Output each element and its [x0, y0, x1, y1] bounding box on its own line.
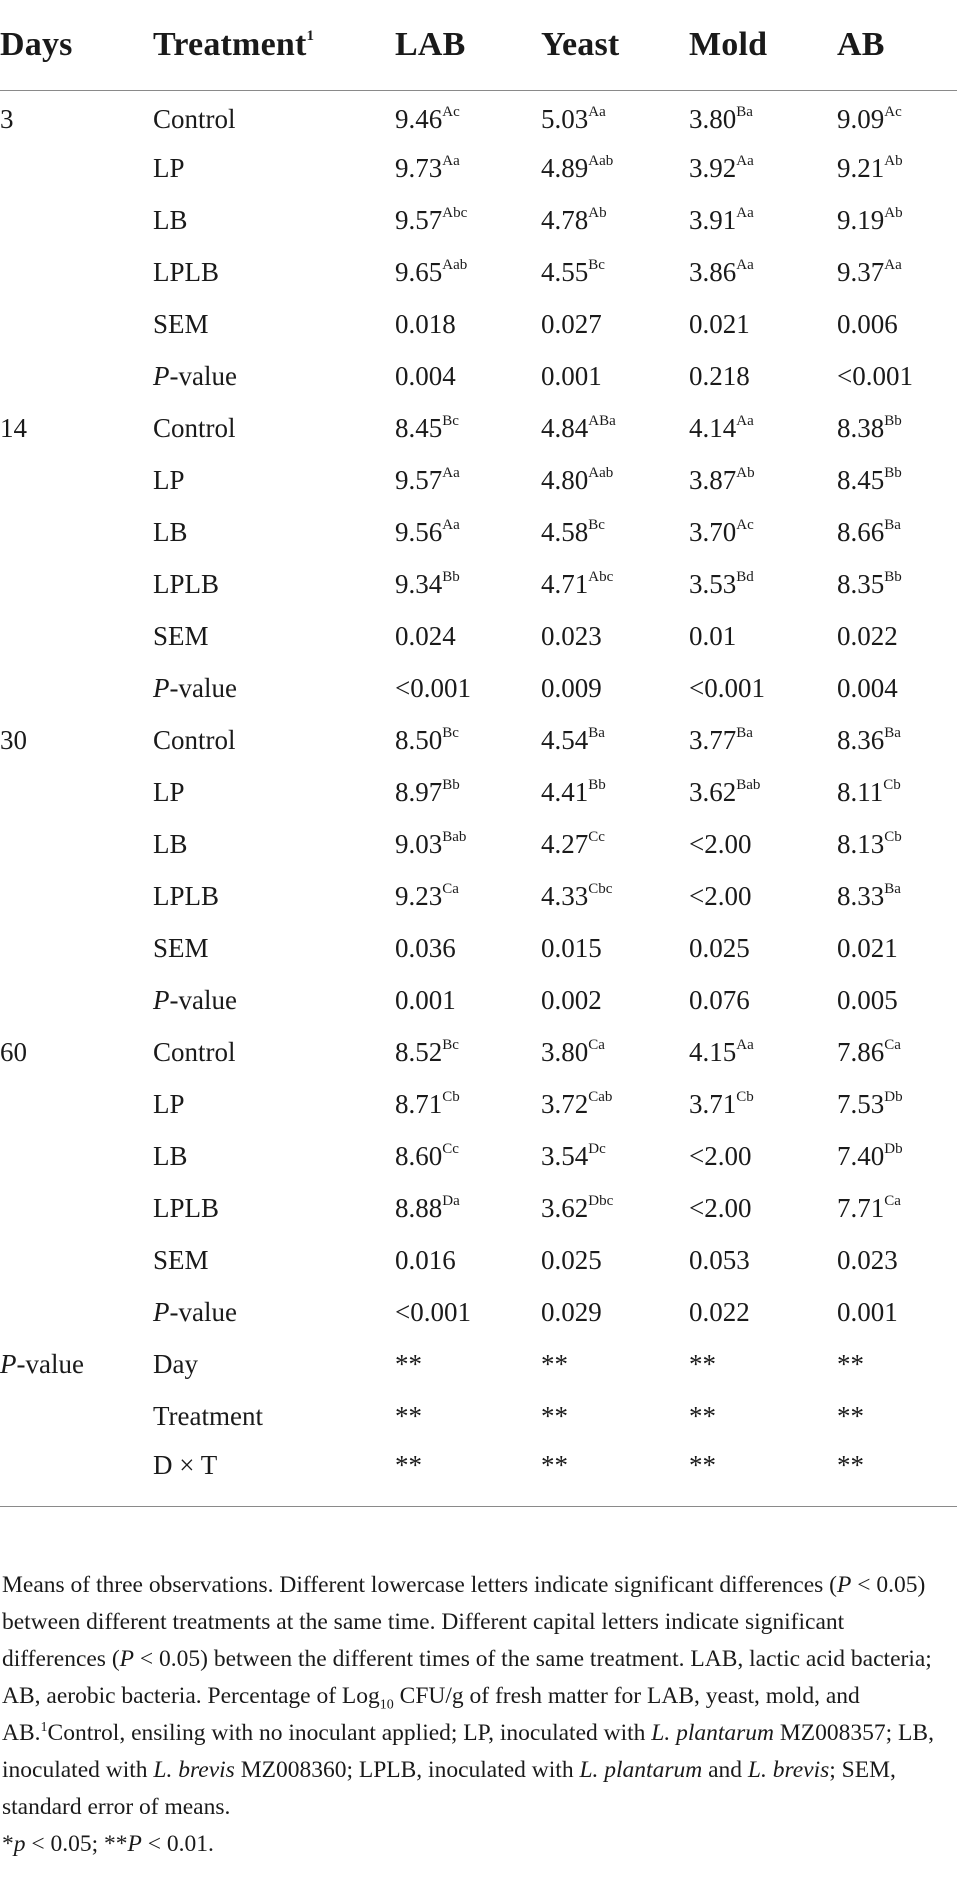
cell-ab: $7.53^{Db}$: [837, 1088, 903, 1119]
significance-letters: Bb: [884, 412, 902, 429]
cell-treatment: LP: [153, 152, 185, 183]
cell-yeast: $4.80^{Aab}$: [541, 464, 614, 495]
cell-day: [0, 662, 153, 714]
table-row: [0, 1390, 957, 1442]
table-row: [0, 1078, 957, 1130]
cell-lab: $9.57^{Abc}$: [395, 204, 468, 235]
cell-day: [0, 610, 153, 662]
cell-day: [0, 194, 153, 246]
header-ab: AB: [837, 25, 885, 63]
cell-lab: $9.23^{Ca}$: [395, 880, 459, 911]
cell-lab: $9.46^{Ac}$: [395, 103, 460, 134]
cell-lab: 0.036: [395, 932, 456, 963]
table-row: [0, 90, 957, 142]
significance-letters: Ab: [588, 204, 607, 221]
cell-treatment: Treatment: [153, 1400, 263, 1431]
table-row: [0, 1234, 957, 1286]
cell-ab: $8.11^{Cb}$: [837, 776, 901, 807]
header-treatment: Treatment$^1$: [153, 25, 315, 63]
header-lab: LAB: [395, 25, 466, 63]
table-row: [0, 558, 957, 610]
cell-yeast: $4.58^{Bc}$: [541, 516, 605, 547]
cell-lab: $9.65^{Aab}$: [395, 256, 468, 287]
significance-letters: Bb: [884, 464, 902, 481]
table-body: [0, 90, 957, 1506]
cell-mold: 0.025: [689, 932, 750, 963]
header-yeast: Yeast: [541, 25, 620, 63]
cell-mold: $3.70^{Ac}$: [689, 516, 754, 547]
cell-treatment: SEM: [153, 308, 209, 339]
cell-yeast: $3.80^{Ca}$: [541, 1036, 605, 1067]
significance-letters: Dbc: [588, 1192, 614, 1209]
cell-day: [0, 506, 153, 558]
significance-letters: Cab: [588, 1088, 613, 1105]
table-row: [0, 1286, 957, 1338]
significance-letters: Bd: [736, 568, 754, 585]
cell-lab: $8.71^{Cb}$: [395, 1088, 460, 1119]
cell-day: [0, 870, 153, 922]
cell-yeast: 0.027: [541, 308, 602, 339]
table-row: [0, 1182, 957, 1234]
cell-day: [0, 1286, 153, 1338]
significance-letters: Aab: [588, 152, 614, 169]
cell-yeast: 0.023: [541, 620, 602, 651]
significance-letters: Aab: [442, 256, 468, 273]
cell-ab: 0.021: [837, 932, 898, 963]
cell-mold: $3.80^{Ba}$: [689, 103, 753, 134]
cell-lab: $8.60^{Cc}$: [395, 1140, 459, 1171]
cell-ab: **: [837, 1348, 864, 1379]
significance-letters: Dc: [588, 1140, 606, 1157]
significance-letters: Cb: [884, 828, 902, 845]
significance-letters: Cb: [883, 776, 901, 793]
significance-letters: Da: [442, 1192, 460, 1209]
header-days: Days: [0, 25, 73, 63]
header-mold: Mold: [689, 25, 768, 63]
cell-day: 30: [0, 724, 27, 755]
cell-treatment: LB: [153, 828, 188, 859]
cell-lab: $8.52^{Bc}$: [395, 1036, 459, 1067]
cell-yeast: $4.55^{Bc}$: [541, 256, 605, 287]
table-row: [0, 922, 957, 974]
significance-letters: ABa: [588, 412, 616, 429]
significance-letters: Bb: [442, 568, 460, 585]
cell-treatment: LB: [153, 516, 188, 547]
cell-treatment: LPLB: [153, 256, 220, 287]
cell-mold: $3.87^{Ab}$: [689, 464, 755, 495]
cell-ab: $7.86^{Ca}$: [837, 1036, 901, 1067]
cell-mold: $4.14^{Aa}$: [689, 412, 754, 443]
cell-mold: <0.001: [689, 672, 765, 703]
cell-treatment: Day: [153, 1348, 198, 1379]
significance-letters: Ba: [884, 516, 901, 533]
cell-lab: $9.34^{Bb}$: [395, 568, 460, 599]
significance-letters: Bab: [442, 828, 467, 845]
cell-lab: $8.45^{Bc}$: [395, 412, 459, 443]
significance-letters: Ac: [884, 103, 902, 120]
significance-letters: Ba: [884, 880, 901, 897]
significance-letters: Abc: [442, 204, 468, 221]
significance-letters: Ba: [884, 724, 901, 741]
significance-letters: Aa: [736, 412, 754, 429]
cell-ab: 0.022: [837, 620, 898, 651]
significance-letters: Aa: [736, 152, 754, 169]
cell-lab: 0.001: [395, 984, 456, 1015]
cell-treatment: LP: [153, 776, 185, 807]
cell-day: 60: [0, 1036, 27, 1067]
cell-ab: $8.35^{Bb}$: [837, 568, 902, 599]
table-row: [0, 1130, 957, 1182]
header-treatment-note: 1: [306, 28, 315, 45]
cell-treatment: SEM: [153, 620, 209, 651]
cell-yeast: **: [541, 1348, 568, 1379]
cell-mold: $3.71^{Cb}$: [689, 1088, 754, 1119]
cell-day: [0, 246, 153, 298]
significance-letters: Cb: [442, 1088, 460, 1105]
cell-treatment: LPLB: [153, 1192, 220, 1223]
cell-treatment: LPLB: [153, 568, 220, 599]
significance-letters: Aa: [736, 256, 754, 273]
significance-letters: Aa: [588, 103, 606, 120]
significance-letters: Aa: [884, 256, 902, 273]
cell-yeast: 0.015: [541, 932, 602, 963]
cell-lab: **: [395, 1400, 422, 1431]
cell-mold: $3.62^{Bab}$: [689, 776, 761, 807]
cell-mold: <2.00: [689, 1192, 752, 1223]
table-row: [0, 506, 957, 558]
cell-lab: $9.73^{Aa}$: [395, 152, 460, 183]
cell-yeast: 0.001: [541, 360, 602, 391]
significance-letters: Ba: [736, 724, 753, 741]
cell-treatment: Control: [153, 724, 236, 755]
cell-yeast: 0.029: [541, 1296, 602, 1327]
cell-day: [0, 454, 153, 506]
cell-day: [0, 142, 153, 194]
cell-day: [0, 1390, 153, 1442]
cell-yeast: $4.33^{Cbc}$: [541, 880, 613, 911]
significance-letters: Ca: [884, 1036, 901, 1053]
cell-mold: 0.01: [689, 620, 737, 651]
significance-letters: Cc: [588, 828, 605, 845]
cell-day: [0, 1130, 153, 1182]
table-row: [0, 350, 957, 402]
cell-ab: 0.006: [837, 308, 898, 339]
significance-letters: Aa: [442, 516, 460, 533]
significance-letters: Db: [884, 1140, 903, 1157]
cell-yeast: 0.009: [541, 672, 602, 703]
footnote-significance: *p < 0.05; **P < 0.01.: [2, 1831, 214, 1857]
cell-lab: 0.024: [395, 620, 456, 651]
cell-ab: $9.37^{Aa}$: [837, 256, 902, 287]
cell-day: [0, 922, 153, 974]
significance-letters: Db: [884, 1088, 903, 1105]
cell-yeast: 0.025: [541, 1244, 602, 1275]
cell-yeast: $4.78^{Ab}$: [541, 204, 607, 235]
significance-letters: Ab: [884, 152, 903, 169]
significance-letters: Aa: [442, 152, 460, 169]
cell-yeast: **: [541, 1400, 568, 1431]
cell-ab: 0.001: [837, 1296, 898, 1327]
cell-ab: $7.40^{Db}$: [837, 1140, 903, 1171]
cell-lab: $9.03^{Bab}$: [395, 828, 467, 859]
cell-day: [0, 558, 153, 610]
significance-letters: Aa: [442, 464, 460, 481]
cell-lab: 0.016: [395, 1244, 456, 1275]
cell-ab: $7.71^{Ca}$: [837, 1192, 901, 1223]
cell-day: 14: [0, 412, 27, 443]
cell-ab: $9.09^{Ac}$: [837, 103, 902, 134]
cell-day: [0, 818, 153, 870]
cell-lab: $8.50^{Bc}$: [395, 724, 459, 755]
cell-lab: 0.018: [395, 308, 456, 339]
cell-yeast: $4.41^{Bb}$: [541, 776, 606, 807]
cell-ab: $8.66^{Ba}$: [837, 516, 901, 547]
cell-mold: $3.92^{Aa}$: [689, 152, 754, 183]
cell-day: P-value: [0, 1348, 84, 1379]
cell-day: [0, 1078, 153, 1130]
significance-letters: Bc: [442, 1036, 459, 1053]
cell-treatment: Control: [153, 103, 236, 134]
cell-mold: $4.15^{Aa}$: [689, 1036, 754, 1067]
table-row: [0, 1338, 957, 1390]
significance-letters: Aa: [736, 1036, 754, 1053]
cell-ab: **: [837, 1400, 864, 1431]
significance-letters: Cb: [736, 1088, 754, 1105]
cell-mold: $3.86^{Aa}$: [689, 256, 754, 287]
cell-yeast: **: [541, 1450, 568, 1480]
cell-mold: <2.00: [689, 880, 752, 911]
cell-treatment: SEM: [153, 932, 209, 963]
table-row: [0, 402, 957, 454]
cell-mold: 0.053: [689, 1244, 750, 1275]
cell-day: [0, 1234, 153, 1286]
significance-letters: Ca: [884, 1192, 901, 1209]
cell-ab: <0.001: [837, 360, 913, 391]
cell-mold: $3.53^{Bd}$: [689, 568, 754, 599]
significance-letters: Ab: [884, 204, 903, 221]
cell-ab: $9.21^{Ab}$: [837, 152, 903, 183]
cell-treatment: LP: [153, 1088, 185, 1119]
significance-letters: Bc: [588, 516, 605, 533]
cell-treatment: LP: [153, 464, 185, 495]
cell-lab: <0.001: [395, 672, 471, 703]
cell-treatment: LB: [153, 204, 188, 235]
significance-letters: Ab: [736, 464, 755, 481]
table-row: [0, 714, 957, 766]
cell-ab: 0.004: [837, 672, 898, 703]
cell-yeast: $4.71^{Abc}$: [541, 568, 614, 599]
cell-lab: $9.56^{Aa}$: [395, 516, 460, 547]
cell-ab: $8.38^{Bb}$: [837, 412, 902, 443]
cell-treatment: P-value: [153, 360, 237, 391]
significance-letters: Aab: [588, 464, 614, 481]
cell-day: [0, 1182, 153, 1234]
cell-lab: 0.004: [395, 360, 456, 391]
significance-letters: Bc: [442, 724, 459, 741]
table-row: [0, 454, 957, 506]
cell-treatment: SEM: [153, 1244, 209, 1275]
footnote-main: Means of three observations. Different lowercase letters indicate significant differences (P < 0.05) between different treatments at the same time. Different capital letters indicate significant differences (P < 0.05) between the different times of the same treatment. LAB, lactic acid bacteria; AB, aerobic bacteria. Percentage of Log$_{10}$ CFU/g of fresh matter for LAB, yeast, mold, and AB.$^1$Control, ensiling with no inoculant applied; LP, inoculated with L. plantarum MZ008357; LB, inoculated with L. brevis MZ008360; LPLB, inoculated with L. plantarum and L. brevis; SEM, standard error of means.: [2, 1572, 934, 1820]
cell-treatment: Control: [153, 412, 236, 443]
cell-ab: $9.19^{Ab}$: [837, 204, 903, 235]
cell-lab: $9.57^{Aa}$: [395, 464, 460, 495]
cell-mold: **: [689, 1400, 716, 1431]
cell-treatment: LPLB: [153, 880, 220, 911]
cell-treatment: D × T: [153, 1450, 218, 1480]
cell-mold: 0.021: [689, 308, 750, 339]
significance-letters: Cbc: [588, 880, 613, 897]
table-row: [0, 194, 957, 246]
cell-ab: 0.005: [837, 984, 898, 1015]
cell-mold: **: [689, 1450, 716, 1480]
cell-mold: $3.91^{Aa}$: [689, 204, 754, 235]
significance-letters: Bc: [588, 256, 605, 273]
cell-treatment: P-value: [153, 984, 237, 1015]
cell-day: [0, 350, 153, 402]
significance-letters: Ca: [442, 880, 459, 897]
table-footnote: [2, 1567, 952, 1863]
table-row: [0, 974, 957, 1026]
cell-yeast: $4.54^{Ba}$: [541, 724, 605, 755]
cell-mold: $3.77^{Ba}$: [689, 724, 753, 755]
cell-lab: **: [395, 1450, 422, 1480]
table-row: [0, 142, 957, 194]
cell-yeast: $3.72^{Cab}$: [541, 1088, 613, 1119]
cell-ab: $8.36^{Ba}$: [837, 724, 901, 755]
table-row: [0, 610, 957, 662]
cell-ab: **: [837, 1450, 864, 1480]
table-row: [0, 662, 957, 714]
cell-yeast: $3.62^{Dbc}$: [541, 1192, 614, 1223]
table-row: [0, 1026, 957, 1078]
significance-letters: Aa: [736, 204, 754, 221]
cell-ab: $8.13^{Cb}$: [837, 828, 902, 859]
header-row: [0, 0, 957, 90]
cell-treatment: P-value: [153, 672, 237, 703]
significance-letters: Ac: [442, 103, 460, 120]
significance-letters: Bc: [442, 412, 459, 429]
cell-day: [0, 974, 153, 1026]
cell-treatment: Control: [153, 1036, 236, 1067]
table-row: [0, 870, 957, 922]
cell-mold: <2.00: [689, 828, 752, 859]
cell-day: [0, 1442, 153, 1506]
cell-day: 3: [0, 103, 14, 134]
significance-letters: Bb: [588, 776, 606, 793]
cell-day: [0, 766, 153, 818]
cell-lab: **: [395, 1348, 422, 1379]
cell-yeast: $4.89^{Aab}$: [541, 152, 614, 183]
cell-lab: <0.001: [395, 1296, 471, 1327]
cell-day: [0, 298, 153, 350]
cell-yeast: $5.03^{Aa}$: [541, 103, 606, 134]
significance-letters: Bab: [736, 776, 761, 793]
significance-letters: Ac: [736, 516, 754, 533]
cell-lab: $8.88^{Da}$: [395, 1192, 460, 1223]
cell-mold: 0.076: [689, 984, 750, 1015]
table-row: [0, 1442, 957, 1506]
significance-letters: Ba: [588, 724, 605, 741]
cell-mold: <2.00: [689, 1140, 752, 1171]
significance-letters: Abc: [588, 568, 614, 585]
cell-yeast: 0.002: [541, 984, 602, 1015]
significance-letters: Ca: [588, 1036, 605, 1053]
cell-mold: 0.022: [689, 1296, 750, 1327]
cell-yeast: $4.27^{Cc}$: [541, 828, 605, 859]
table-row: [0, 766, 957, 818]
cell-mold: 0.218: [689, 360, 750, 391]
cell-lab: $8.97^{Bb}$: [395, 776, 460, 807]
significance-letters: Bb: [884, 568, 902, 585]
cell-ab: 0.023: [837, 1244, 898, 1275]
significance-letters: Ba: [736, 103, 753, 120]
significance-letters: Cc: [442, 1140, 459, 1157]
cell-ab: $8.33^{Ba}$: [837, 880, 901, 911]
table-row: [0, 818, 957, 870]
table-row: [0, 298, 957, 350]
cell-mold: **: [689, 1348, 716, 1379]
significance-letters: Bb: [442, 776, 460, 793]
cell-yeast: $4.84^{ABa}$: [541, 412, 616, 443]
table-row: [0, 246, 957, 298]
cell-ab: $8.45^{Bb}$: [837, 464, 902, 495]
cell-yeast: $3.54^{Dc}$: [541, 1140, 606, 1171]
cell-treatment: P-value: [153, 1296, 237, 1327]
cell-treatment: LB: [153, 1140, 188, 1171]
